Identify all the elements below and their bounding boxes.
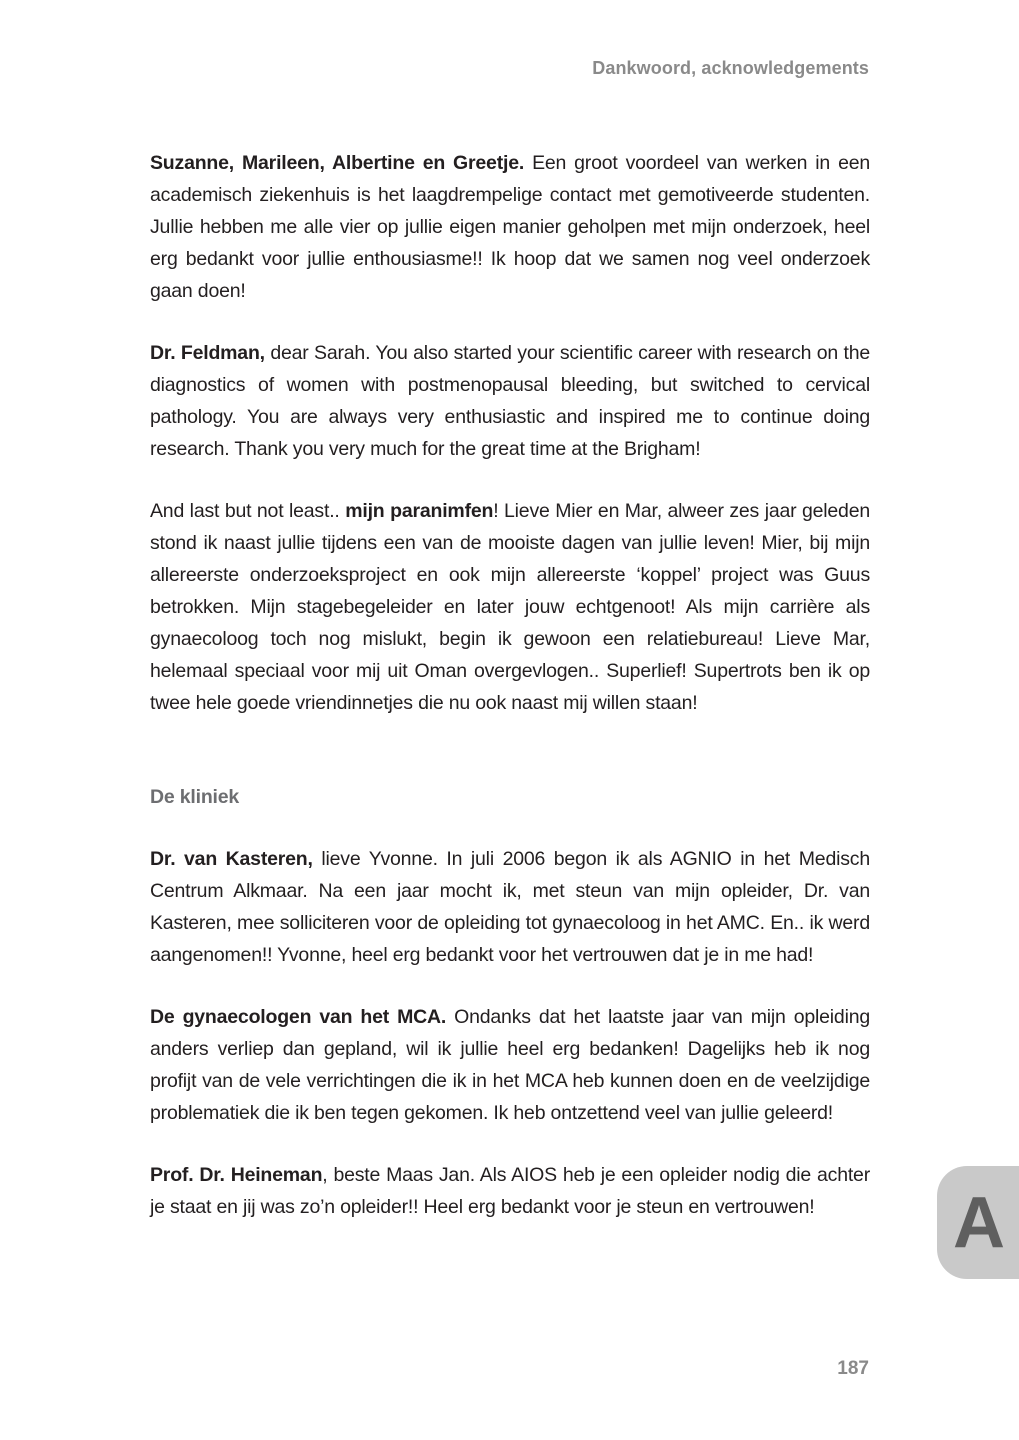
paragraph-lead: Dr. Feldman, [150, 342, 265, 364]
paragraph-students [150, 147, 870, 307]
paragraph-bold: mijn paranimfen [345, 500, 494, 522]
paragraph-heineman [150, 1159, 870, 1223]
paragraph-text: dear Sarah. You also started your scientific career with research on the diagnostics of women with postmenopausal bleeding, but switched to cervical pathology. You are always very enthusiastic and inspired me to continue doing research. Thank you very much for the great time at the Brigham! [150, 342, 870, 460]
paragraph-text: , beste Maas Jan. Als AIOS heb je een opleider nodig die achter je staat en jij was zo’n opleider!! Heel erg bedankt voor je steun en vertrouwen! [150, 1164, 870, 1218]
paragraph-lead: Prof. Dr. Heineman [150, 1164, 323, 1186]
paragraph-text: Een groot voordeel van werken in een academisch ziekenhuis is het laagdrempelige contact met gemotiveerde studenten. Jullie hebben me alle vier op jullie eigen manier geholpen met mijn onderzoek, heel erg bedankt voor jullie enthousiasme!! Ik hoop dat we samen nog veel onderzoek gaan doen! [150, 152, 870, 302]
paragraph-feldman [150, 337, 870, 465]
page-body [150, 147, 870, 1253]
paragraph-lead: Dr. van Kasteren, [150, 848, 313, 870]
paragraph-lead: De gynaecologen van het MCA. [150, 1006, 447, 1028]
section-heading: De kliniek [150, 786, 240, 808]
paragraph-text: lieve Yvonne. In juli 2006 begon ik als AGNIO in het Medisch Centrum Alkmaar. Na een jaar mocht ik, met steun van mijn opleider, Dr. van Kasteren, mee solliciteren voor de opleiding tot gynaecoloog in het AMC. En.. ik werd aangenomen!! Yvonne, heel erg bedankt voor het vertrouwen dat je in me had! [150, 848, 870, 966]
chapter-thumb-tab [937, 1166, 1019, 1279]
paragraph-van-kasteren [150, 843, 870, 971]
paragraph-lead: Suzanne, Marileen, Albertine en Greetje. [150, 152, 525, 174]
paragraph-text: ! Lieve Mier en Mar, alweer zes jaar geleden stond ik naast jullie tijdens een van de mooiste dagen van jullie leven! Mier, bij mijn allereerste onderzoeksproject en ook mijn allereerste ‘koppel’ project was Guus betrokken. Mijn stagebegeleider en later jouw echtgenoot! Als mijn carrière als gynaecoloog toch nog mislukt, begin ik gewoon een relatiebureau! Lieve Mar, helemaal speciaal voor mij uit Oman overgevlogen.. Superlief! Supertrots ben ik op twee hele goede vriendinnetjes die nu ook naast mij willen staan! [150, 500, 870, 714]
running-header: Dankwoord, acknowledgements [592, 58, 869, 78]
chapter-letter: A [953, 1182, 1005, 1263]
paragraph-mca [150, 1001, 870, 1129]
paragraph-paranimfen [150, 495, 870, 719]
page-number: 187 [837, 1358, 869, 1379]
paragraph-pre: And last but not least.. [150, 500, 346, 522]
paragraph-text: Ondanks dat het laatste jaar van mijn opleiding anders verliep dan gepland, wil ik jullie heel erg bedanken! Dagelijks heb ik nog profijt van de vele verrichtingen die ik in het MCA heb kunnen doen en de veelzijdige problematiek die ik ben tegen gekomen. Ik heb ontzettend veel van jullie geleerd! [150, 1006, 870, 1124]
